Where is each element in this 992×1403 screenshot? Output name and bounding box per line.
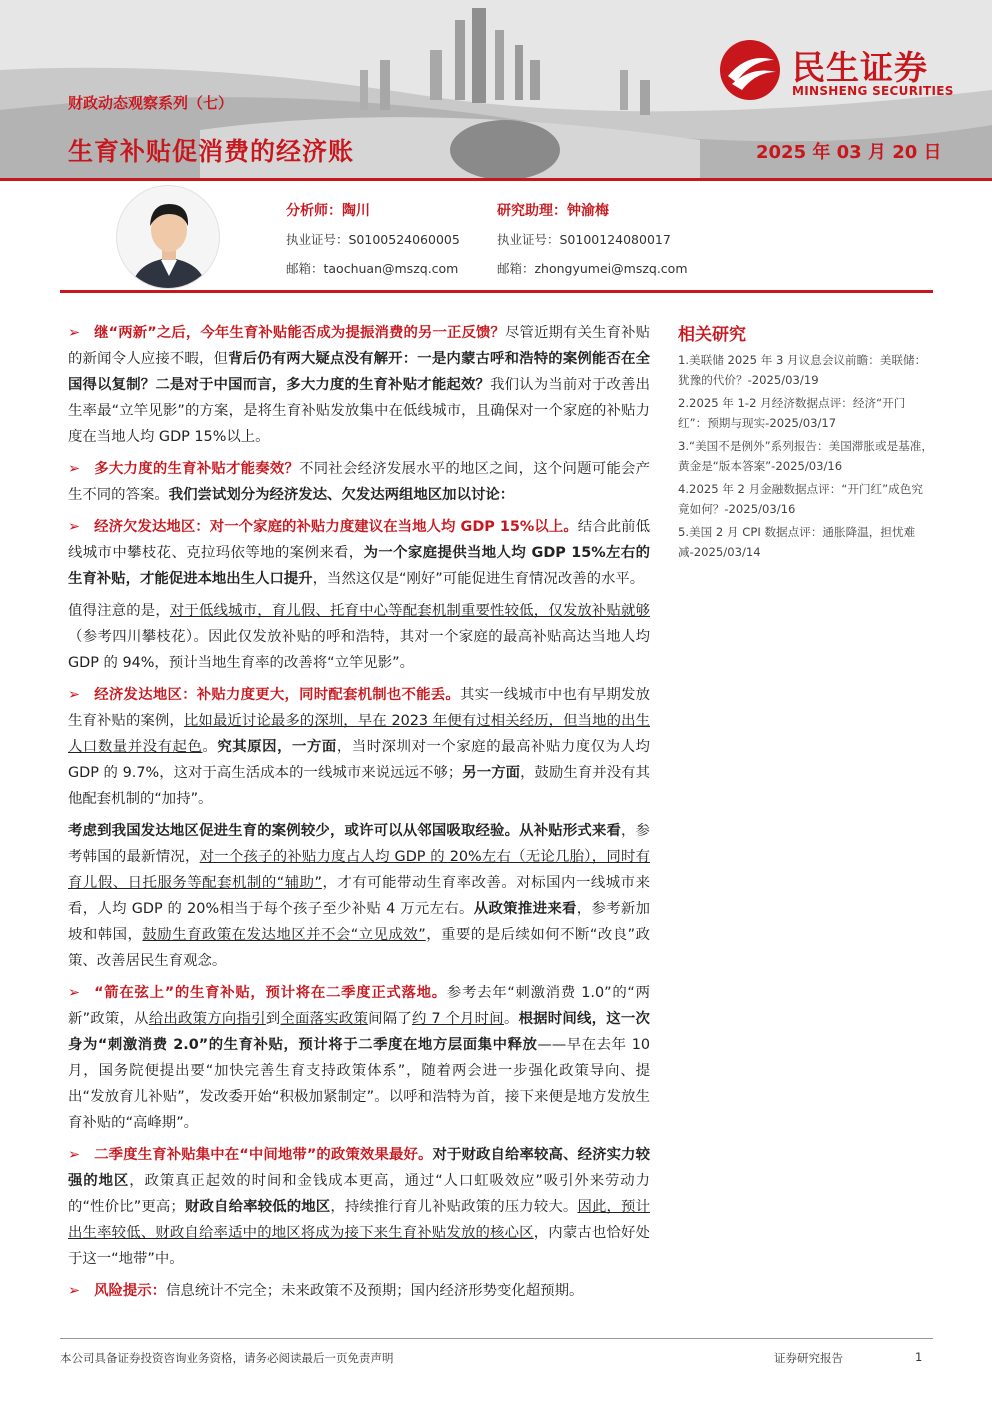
p6-text-3: ，参考新加坡和韩国， xyxy=(68,901,650,943)
p7-underline-2: 全面落实政策 xyxy=(280,1011,369,1027)
bullet-arrow-icon: ➢ xyxy=(68,985,81,1001)
risk-heading: 风险提示： xyxy=(94,1283,167,1299)
p5-heading: 经济发达地区：补贴力度更大，同时配套机制也不能丢。 xyxy=(94,687,461,703)
section-divider xyxy=(60,290,933,293)
bullet-arrow-icon: ➢ xyxy=(68,519,81,535)
series-title: 财政动态观察系列（七） xyxy=(68,94,234,112)
p1-text-1: 尽管近期有关生育补贴的新闻令人应接不暇，但 xyxy=(68,325,650,367)
analyst-name: 分析师：陶川 xyxy=(286,203,370,219)
p6-text-1: ，参考韩国的最新情况， xyxy=(68,823,650,865)
p8-text-2: ，持续推行育儿补贴政策的压力较大。 xyxy=(330,1199,578,1215)
p2-bold-1: 我们尝试划分为经济发达、欠发达两组地区加以讨论： xyxy=(168,487,515,503)
paragraph-7 xyxy=(68,980,650,1136)
bullet-arrow-icon: ➢ xyxy=(68,461,81,477)
page-number: 1 xyxy=(915,1350,923,1364)
paragraph-8 xyxy=(68,1142,650,1272)
paragraph-2 xyxy=(68,456,650,508)
related-item[interactable]: 2.2025 年 1-2 月经济数据点评：经济“开门红”：预期与现实-2025/03/17 xyxy=(678,396,906,430)
p7-text-5: ——早在去年 10 月，国务院便提出要“加快完善生育支持政策体系”，随着两会进一步强化政策导向、提出“发放育儿补贴”，发改委开始“积极加紧制定”。以呼和浩特为首，接下来便是地方发放生育补贴的“高峰期”。 xyxy=(68,1037,651,1131)
p8-bold-1: 对于财政自给率较高、经济实力较强的地区 xyxy=(68,1147,650,1189)
header-divider xyxy=(0,178,992,181)
logo-text-cn: 民生证券 xyxy=(792,48,928,87)
footer-report-type: 证券研究报告 xyxy=(774,1351,843,1365)
p6-underline-2: 鼓励生育政策在发达地区并不会“立见成效” xyxy=(142,927,426,943)
p5-text-2: 。 xyxy=(202,739,218,755)
p8-bold-2: 财政自给率较低的地区 xyxy=(184,1199,331,1215)
report-date: 2025 年 03 月 20 日 xyxy=(756,142,942,163)
footer-divider xyxy=(60,1338,933,1339)
minsheng-logo-icon xyxy=(718,38,782,102)
p1-heading: 继“两新”之后，今年生育补贴能否成为提振消费的另一正反馈？ xyxy=(94,325,506,341)
related-research-sidebar xyxy=(678,320,934,566)
p8-heading: 二季度生育补贴集中在“中间地带”的政策效果最好。 xyxy=(94,1147,433,1163)
analyst-info xyxy=(286,200,460,288)
p7-text-1: 参考去年“刺激消费 1.0”的“两新”政策，从 xyxy=(68,985,651,1027)
risk-text: 信息统计不完全；未来政策不及预期；国内经济形势变化超预期。 xyxy=(166,1283,584,1299)
related-item[interactable]: 5.美国 2 月 CPI 数据点评：通胀降温，担忧难减-2025/03/14 xyxy=(678,525,916,559)
p5-text-1: 其实一线城市中也有早期发放生育补贴的案例， xyxy=(68,687,650,729)
assistant-email[interactable]: 邮箱：zhongyumei@mszq.com xyxy=(497,261,688,276)
p2-heading: 多大力度的生育补贴才能奏效？ xyxy=(94,461,300,477)
sidebar-title: 相关研究 xyxy=(678,325,746,345)
related-item[interactable]: 4.2025 年 2 月金融数据点评：“开门红”成色究竟如何？-2025/03/16 xyxy=(678,482,923,516)
paragraph-9 xyxy=(68,1278,650,1304)
p6-text-2: ，才有可能带动生育率改善。对标国内一线城市来看，人均 GDP 的 20%相当于每个孩子至少补贴 4 万元左右。 xyxy=(68,875,650,917)
footer-disclaimer: 本公司具备证券投资咨询业务资格，请务必阅读最后一页免责声明 xyxy=(60,1351,394,1365)
p4-underline-1: 对于低线城市，育儿假、托育中心等配套机制重要性较低，仅发放补贴就够 xyxy=(169,603,650,619)
p4-text-2: （参考四川攀枝花）。因此仅发放补贴的呼和浩特，其对一个家庭的最高补贴高达当地人均 GDP 的 94%，预计当地生育率的改善将“立竿见影”。 xyxy=(68,629,650,671)
logo-text-en: MINSHENG SECURITIES xyxy=(792,84,954,98)
paragraph-4 xyxy=(68,598,650,676)
p3-bold-1: 为一个家庭提供当地人均 GDP 15%左右的生育补贴，才能促进本地出生人口提升 xyxy=(68,545,650,587)
report-body xyxy=(68,320,650,1310)
bullet-arrow-icon: ➢ xyxy=(68,1147,81,1163)
assistant-name: 研究助理：钟渝梅 xyxy=(497,203,609,219)
paragraph-5 xyxy=(68,682,650,812)
report-title: 生育补贴促消费的经济账 xyxy=(68,137,355,166)
p2-text-1: 不同社会经济发展水平的地区之间，这个问题可能会产生不同的答案。 xyxy=(68,461,650,503)
p7-bold-1: 根据时间线，这一次身为“刺激消费 2.0”的生育补贴，预计将于二季度在地方层面集中释放 xyxy=(68,1011,650,1053)
p6-text-4: ，重要的是后续如何不断“改良”政策、改善居民生育观念。 xyxy=(68,927,650,969)
p8-underline-1: 因此，预计出生率较低、财政自给率适中的地区将成为接下来生育补贴发放的核心区 xyxy=(68,1199,650,1241)
related-item[interactable]: 1.美联储 2025 年 3 月议息会议前瞻：美联储：犹豫的代价？-2025/03/19 xyxy=(678,353,927,387)
p7-text-3: 间隔了 xyxy=(368,1011,413,1027)
p7-heading: “箭在弦上”的生育补贴，预计将在二季度正式落地。 xyxy=(94,985,447,1001)
analyst-cert: 执业证号：S0100524060005 xyxy=(286,232,460,247)
p7-text-4: 。 xyxy=(503,1011,519,1027)
p1-text-2: 我们认为当前对于改善出生率最“立竿见影”的方案，是将生育补贴发放集中在低线城市，且确保对一个家庭的补贴力度在当地人均 GDP 15%以上。 xyxy=(68,377,650,445)
p5-bold-1: 究其原因，一方面 xyxy=(217,739,337,755)
assistant-info xyxy=(497,200,688,288)
p7-text-2: 到 xyxy=(265,1011,281,1027)
p8-text-1: ，政策真正起效的时间和金钱成本更高，通过“人口虹吸效应”吸引外来劳动力的“性价比”更高； xyxy=(68,1173,650,1215)
p4-text-1: 值得注意的是， xyxy=(68,603,170,619)
paragraph-6 xyxy=(68,818,650,974)
p6-underline-1: 对一个孩子的补贴力度占人均 GDP 的 20%左右（无论几胎），同时有育儿假、日托服务等配套机制的“辅助” xyxy=(68,849,650,891)
p3-heading: 经济欠发达地区：对一个家庭的补贴力度建议在当地人均 GDP 15%以上。 xyxy=(94,519,578,535)
bullet-arrow-icon: ➢ xyxy=(68,1283,81,1299)
p3-text-2: ，当然这仅是“刚好”可能促进生育情况改善的水平。 xyxy=(312,571,645,587)
p5-text-4: ，鼓励生育并没有其他配套机制的“加持”。 xyxy=(68,765,650,807)
analyst-photo xyxy=(116,185,220,289)
p7-underline-1: 给出政策方向指引 xyxy=(148,1011,266,1027)
assistant-cert: 执业证号：S0100124080017 xyxy=(497,232,671,247)
paragraph-1 xyxy=(68,320,650,450)
paragraph-3 xyxy=(68,514,650,592)
p6-bold-2: 从政策推进来看 xyxy=(473,901,577,917)
related-item[interactable]: 3.“美国不是例外”系列报告：美国滞胀或是基准，黄金是“版本答案”-2025/03/16 xyxy=(678,439,933,473)
bullet-arrow-icon: ➢ xyxy=(68,325,81,341)
analyst-email[interactable]: 邮箱：taochuan@mszq.com xyxy=(286,261,459,276)
bullet-arrow-icon: ➢ xyxy=(68,687,81,703)
p3-text-1: 结合此前低线城市中攀枝花、克拉玛依等地的案例来看， xyxy=(68,519,650,561)
p6-bold-1: 考虑到我国发达地区促进生育的案例较少，或许可以从邻国吸取经验。从补贴形式来看 xyxy=(68,823,622,839)
analyst-portrait-icon xyxy=(117,186,220,289)
brand-logo xyxy=(718,38,968,102)
p5-text-3: ，当时深圳对一个家庭的最高补贴力度仅为人均 GDP 的 9.7%，这对于高生活成本的一线城市来说远远不够； xyxy=(68,739,650,781)
p1-bold-1: 背后仍有两大疑点没有解开：一是内蒙古呼和浩特的案例能否在全国得以复制？二是对于中国而言，多大力度的生育补贴才能起效？ xyxy=(68,351,650,393)
p7-underline-3: 约 7 个月时间 xyxy=(412,1011,504,1027)
p5-underline-1: 比如最近讨论最多的深圳，早在 2023 年便有过相关经历，但当地的出生人口数量并没有起色 xyxy=(68,713,650,755)
p5-bold-2: 另一方面 xyxy=(462,765,521,781)
p8-text-3: ，内蒙古也恰好处于这一“地带”中。 xyxy=(68,1225,650,1267)
